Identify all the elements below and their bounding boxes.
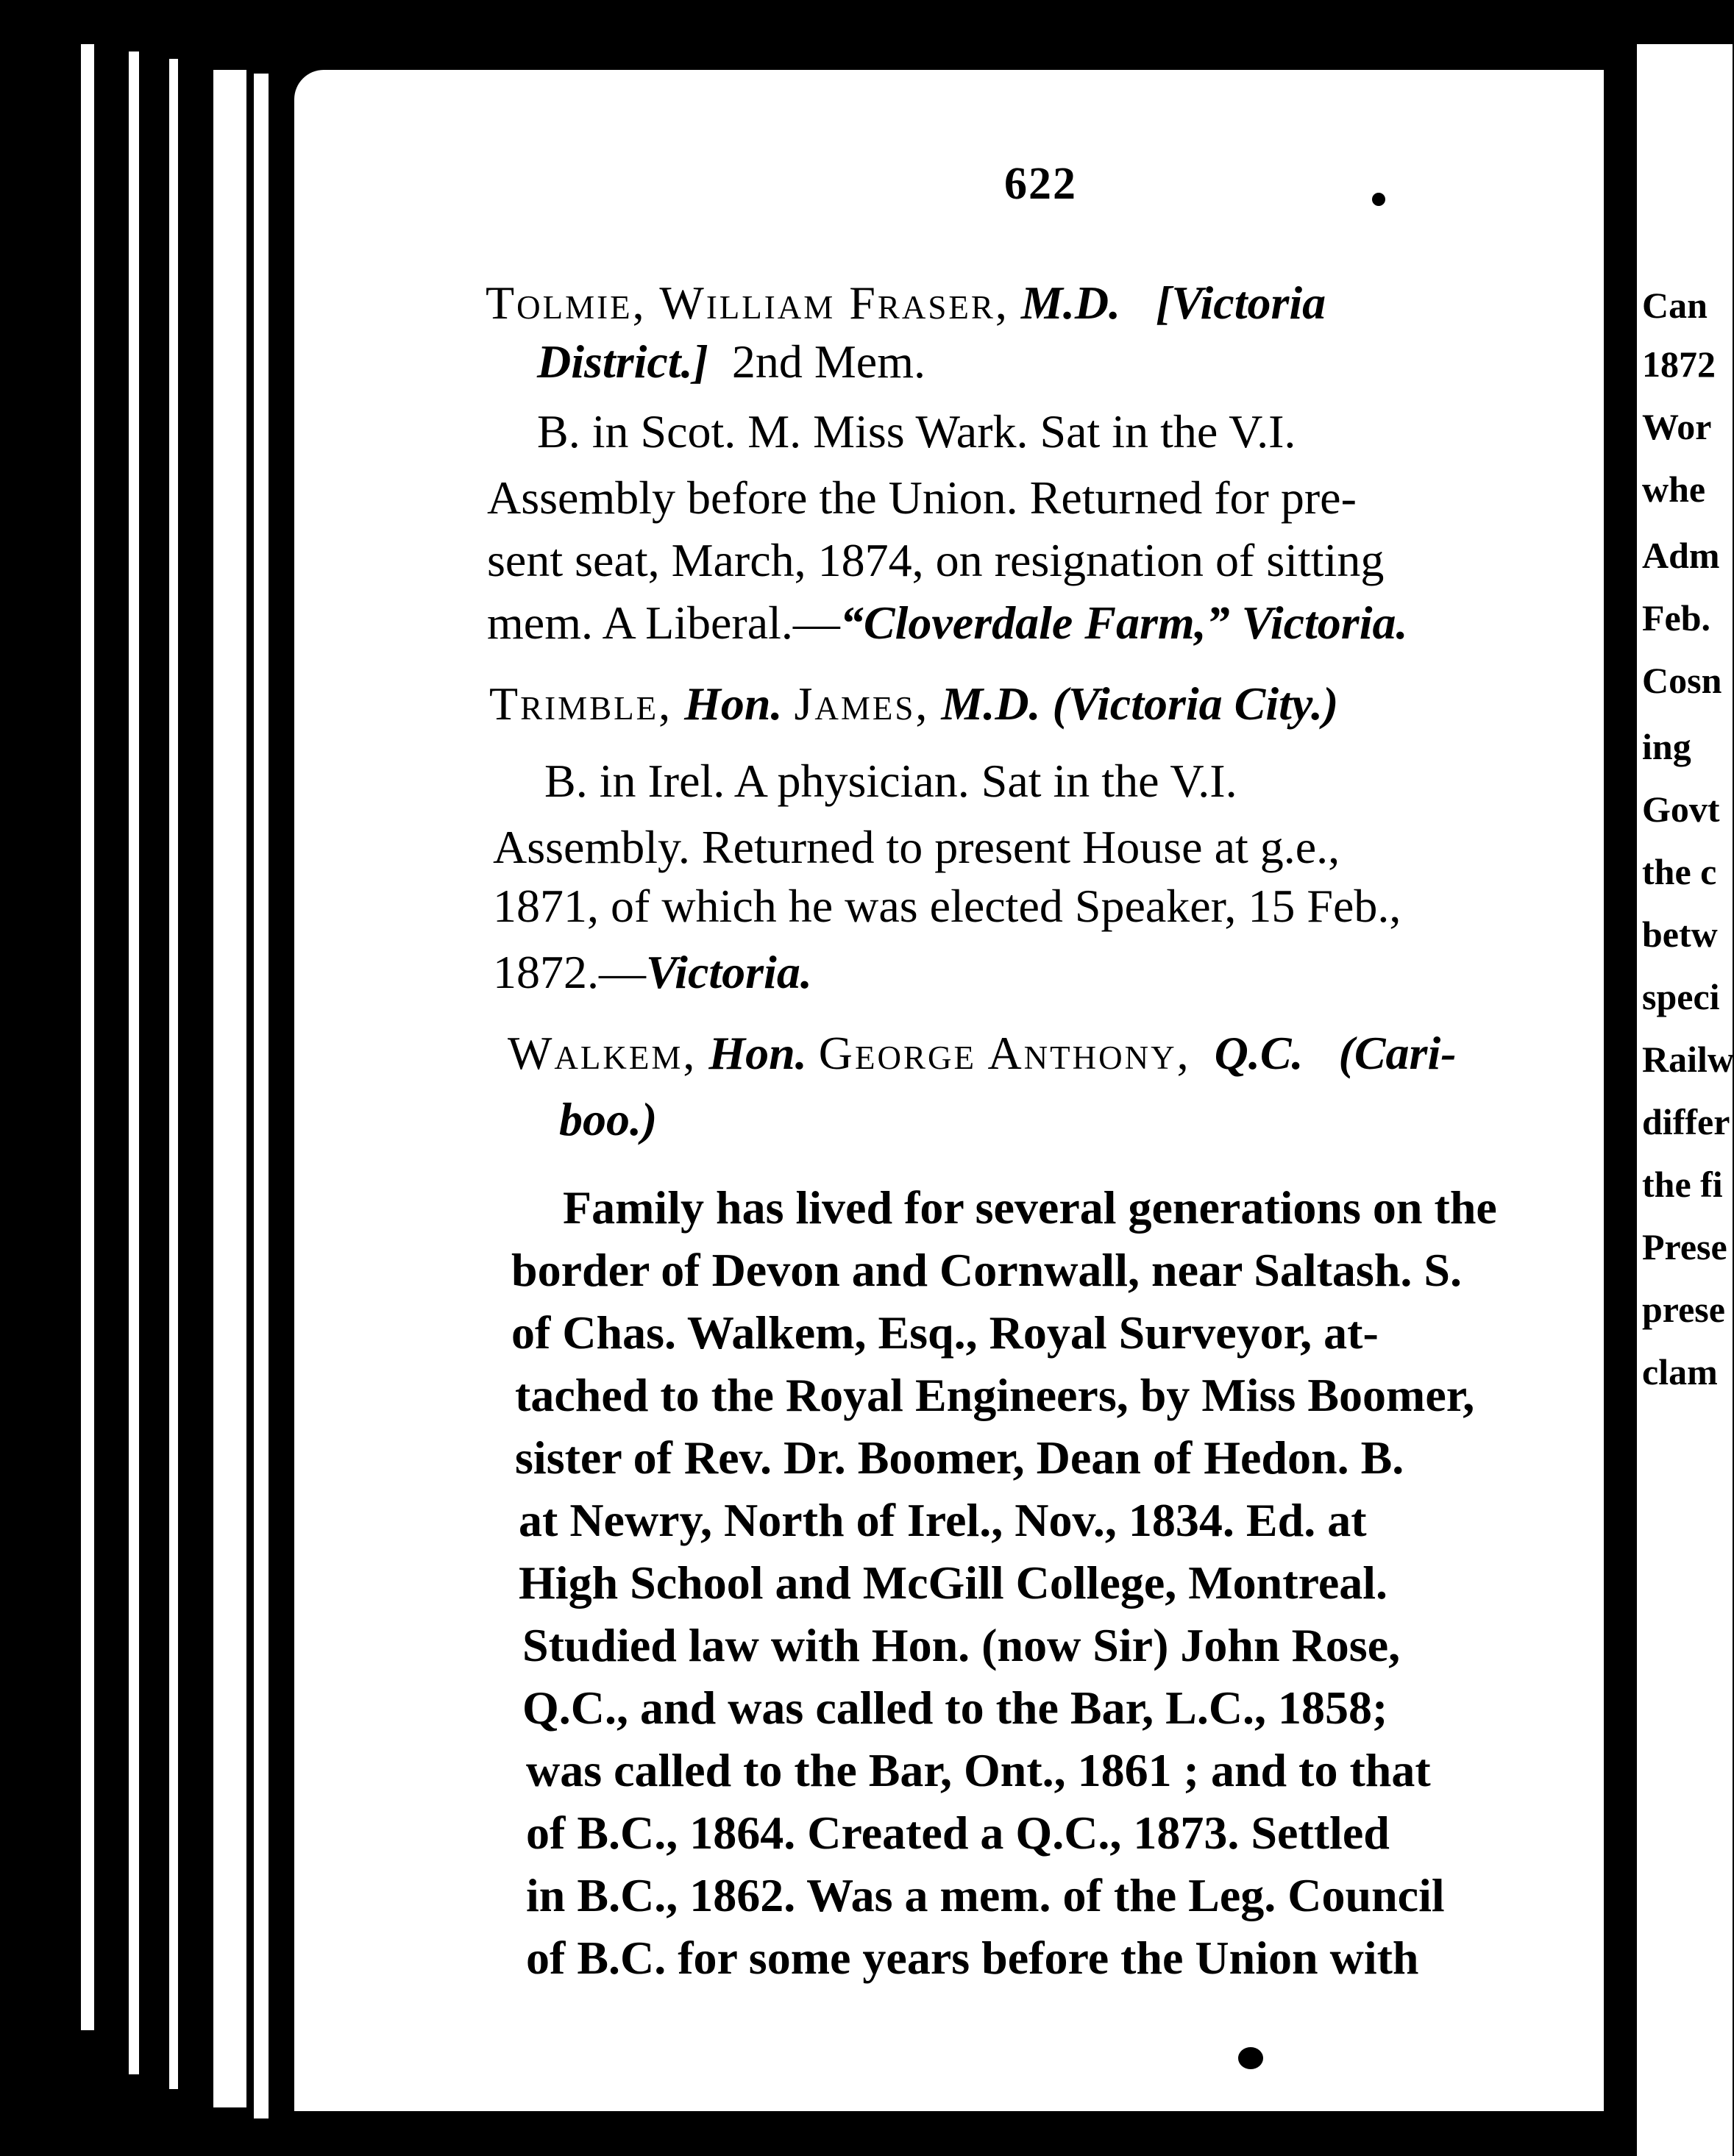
- entry-heading-tolmie: [486, 277, 1326, 329]
- entry-body-line-residence: [487, 597, 1408, 649]
- facing-page-fragment: Prese: [1642, 1226, 1727, 1267]
- entry-honorific: Hon.: [684, 677, 783, 730]
- facing-page-fragment: Govt: [1642, 789, 1720, 830]
- page-stack-edge: [169, 59, 178, 2089]
- entry-heading-walkem: [508, 1027, 1457, 1079]
- facing-page-fragment: 1872: [1642, 344, 1716, 385]
- entry-body-line: border of Devon and Cornwall, near Saltash. S.: [511, 1244, 1462, 1296]
- entry-body-line: Assembly before the Union. Returned for pre-: [487, 472, 1357, 524]
- entry-district: [Victoria: [1156, 277, 1326, 329]
- entry-membership: 2nd Mem.: [731, 335, 925, 388]
- entry-body-line: sent seat, March, 1874, on resignation of sitting: [487, 534, 1385, 586]
- entry-body-text: 1872.—: [493, 946, 646, 998]
- facing-page-fragment: Railw: [1642, 1039, 1734, 1080]
- facing-page-fragment: betw: [1642, 914, 1718, 955]
- entry-name: Walkem,: [508, 1027, 697, 1079]
- entry-body-line: Assembly. Returned to present House at g.e.,: [493, 821, 1340, 873]
- facing-page-fragment: clam: [1642, 1351, 1718, 1392]
- entry-body-line: of B.C. for some years before the Union with: [526, 1932, 1419, 1984]
- facing-page-fragment: Can: [1642, 285, 1708, 326]
- entry-body-line: Family has lived for several generations on the: [563, 1181, 1497, 1234]
- page-number: 622: [1004, 159, 1077, 209]
- facing-page-fragment: the c: [1642, 851, 1717, 892]
- entry-residence: “Cloverdale Farm,” Victoria.: [839, 597, 1408, 649]
- entry-heading-walkem-cont: [559, 1093, 658, 1145]
- facing-page-fragment: Wor: [1642, 406, 1712, 447]
- book-page: [294, 70, 1604, 2111]
- facing-page-fragment: prese: [1642, 1289, 1725, 1330]
- page-stack-edge: [213, 70, 246, 2107]
- facing-page-fragment: Adm: [1642, 535, 1720, 576]
- page-stack-edge: [129, 51, 139, 2074]
- entry-name: Tolmie, William Fraser,: [486, 277, 1009, 329]
- entry-body-line: High School and McGill College, Montreal.: [519, 1556, 1387, 1609]
- ink-spot: [1238, 2047, 1263, 2069]
- entry-district: (Victoria City.): [1052, 677, 1339, 730]
- entry-title: Q.C.: [1214, 1027, 1304, 1079]
- entry-name: Trimble,: [489, 677, 673, 730]
- entry-body-line: was called to the Bar, Ont., 1861 ; and to that: [526, 1744, 1431, 1796]
- entry-body-line: in B.C., 1862. Was a mem. of the Leg. Council: [526, 1869, 1445, 1921]
- facing-page-fragment: ing: [1642, 726, 1691, 767]
- entry-body-line: B. in Irel. A physician. Sat in the V.I.: [544, 755, 1237, 807]
- entry-body-text: mem. A Liberal.—: [487, 597, 840, 649]
- page-stack-edge: [81, 44, 94, 2030]
- entry-name-given: George Anthony,: [818, 1027, 1191, 1079]
- facing-page-fragment: Cosn: [1642, 660, 1722, 701]
- facing-page-fragment: Feb.: [1642, 597, 1711, 638]
- facing-page-fragment: whe: [1642, 469, 1706, 510]
- entry-title: M.D.: [1020, 277, 1121, 329]
- entry-heading-tolmie-cont: [537, 335, 925, 388]
- entry-name-given: James,: [794, 677, 930, 730]
- facing-page-fragment: speci: [1642, 976, 1720, 1017]
- entry-body-line: sister of Rev. Dr. Boomer, Dean of Hedon. B.: [515, 1431, 1404, 1484]
- entry-body-line: Q.C., and was called to the Bar, L.C., 1858;: [522, 1682, 1388, 1734]
- entry-body-line: of Chas. Walkem, Esq., Royal Surveyor, at-: [511, 1306, 1379, 1359]
- entry-district-cont: boo.): [559, 1093, 658, 1145]
- facing-page-fragment: the fi: [1642, 1164, 1723, 1205]
- entry-honorific: Hon.: [708, 1027, 807, 1079]
- entry-body-line: of B.C., 1864. Created a Q.C., 1873. Settled: [526, 1807, 1390, 1859]
- page-stack-edge: [254, 74, 269, 2118]
- entry-body-line: Studied law with Hon. (now Sir) John Rose,: [522, 1619, 1401, 1671]
- facing-page-fragment: differ: [1642, 1101, 1730, 1142]
- entry-body-line: at Newry, North of Irel., Nov., 1834. Ed. at: [519, 1494, 1367, 1546]
- entry-body-line-residence: [493, 946, 812, 998]
- entry-body-line: 1871, of which he was elected Speaker, 15 Feb.,: [493, 880, 1401, 932]
- entry-title: M.D.: [941, 677, 1041, 730]
- entry-heading-trimble: [489, 677, 1339, 730]
- entry-district: (Cari-: [1338, 1027, 1457, 1079]
- entry-district-cont: District.]: [537, 335, 708, 388]
- ink-spot: [1372, 193, 1385, 206]
- entry-body-line: tached to the Royal Engineers, by Miss Boomer,: [515, 1369, 1475, 1421]
- entry-body-line: B. in Scot. M. Miss Wark. Sat in the V.I.: [537, 405, 1296, 458]
- entry-residence: Victoria.: [646, 946, 812, 998]
